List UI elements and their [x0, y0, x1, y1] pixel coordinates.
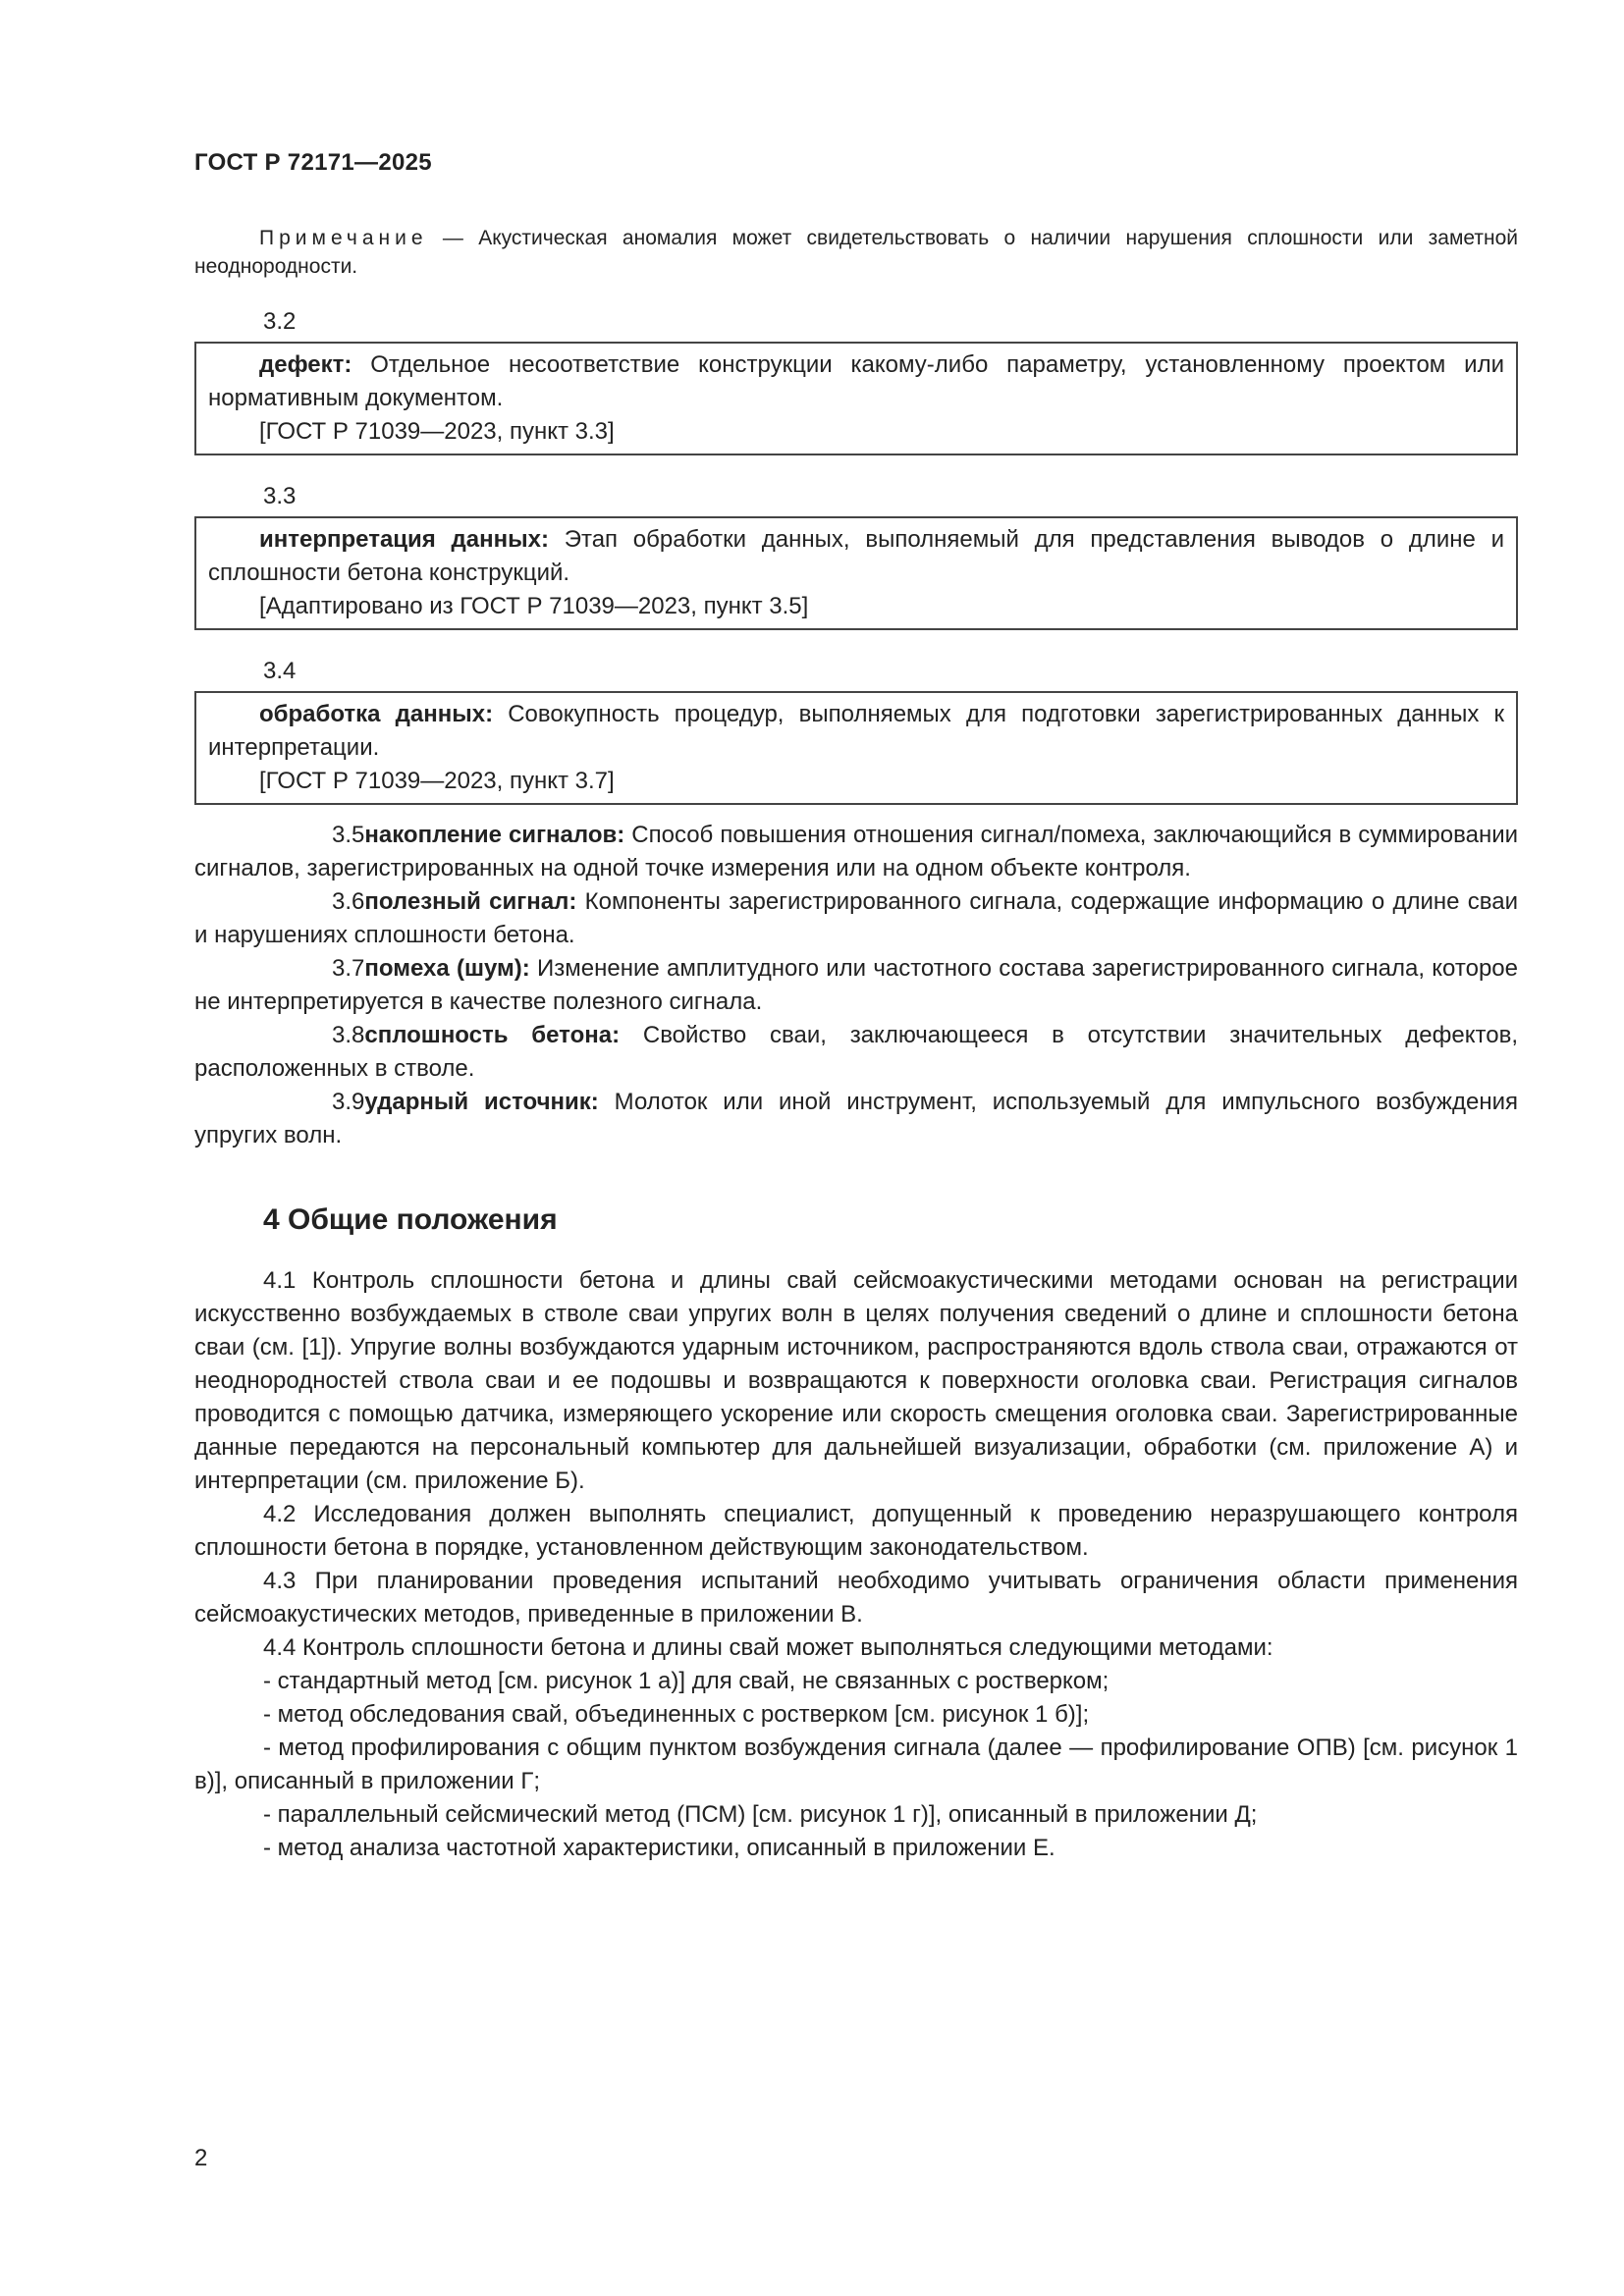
definition-item — [194, 885, 1518, 952]
definition-text: Свойство сваи, заключающееся в отсутствии значительных дефектов, расположенных в стволе. — [194, 1022, 1518, 1082]
term-number: 3.3 — [263, 483, 297, 509]
term-name: дефект: — [259, 351, 352, 378]
definition-number: 3.8 — [332, 1022, 365, 1048]
definition-number: 3.5 — [332, 822, 365, 848]
term-entry — [194, 481, 1518, 630]
section-paragraph: 4.1 Контроль сплошности бетона и длины свай сейсмоакустическими методами основан на регистрации искусственно возбуждаемых в стволе сваи упругих волн в целях получения сведений о длине и сплошности бетона сваи (см. [1]). Упругие волны возбуждаются ударным источником, распространяются вдоль ствола сваи, отражаются от неоднородностей ствола сваи и ее подошвы и возвращаются к поверхности оголовка сваи. Регистрация сигналов проводится с помощью датчика, измеряющего ускорение или скорость смещения оголовка сваи. Зарегистрированные данные передаются на персональный компьютер для дальнейшей визуализации, обработки (см. приложение А) и интерпретации (см. приложение Б). — [194, 1267, 1518, 1494]
definition-text: Способ повышения отношения сигнал/помеха, заключающийся в суммировании сигналов, зарегистрированных на одной точке измерения или на одном объекте контроля. — [194, 822, 1519, 881]
list-item: - метод обследования свай, объединенных с ростверком [см. рисунок 1 б)]; — [263, 1701, 1090, 1728]
definition-term: полезный сигнал: — [364, 888, 577, 915]
term-source: [Адаптировано из ГОСТ Р 71039—2023, пункт 3.5] — [259, 593, 809, 619]
definition-number: 3.7 — [332, 955, 365, 982]
section-paragraph: 4.4 Контроль сплошности бетона и длины свай может выполняться следующими методами: — [263, 1634, 1273, 1661]
term-number: 3.2 — [263, 308, 297, 335]
list-item: - параллельный сейсмический метод (ПСМ) [см. рисунок 1 г)], описанный в приложении Д; — [263, 1801, 1258, 1828]
term-entry — [194, 306, 1518, 455]
definition-term: сплошность бетона: — [364, 1022, 621, 1048]
term-definition: Отдельное несоответствие конструкции какому-либо параметру, установленному проектом или нормативным документом. — [208, 351, 1504, 411]
definition-text: Изменение амплитудного или частотного состава зарегистрированного сигнала, которое не интерпретируется в качестве полезного сигнала. — [194, 955, 1518, 1015]
definitions-list — [194, 819, 1518, 1152]
definition-number: 3.6 — [332, 888, 365, 915]
definition-item — [194, 952, 1518, 1019]
note-paragraph — [194, 224, 1518, 281]
section-paragraph: 4.2 Исследования должен выполнять специалист, допущенный к проведению неразрушающего контроля сплошности бетона в порядке, установленном действующим законодательством. — [194, 1501, 1518, 1561]
term-number: 3.4 — [263, 658, 297, 684]
term-name: обработка данных: — [259, 701, 494, 727]
term-box — [194, 691, 1518, 805]
term-box — [194, 516, 1518, 630]
definition-item — [194, 1019, 1518, 1086]
list-item: - стандартный метод [см. рисунок 1 а)] для свай, не связанных с ростверком; — [263, 1668, 1110, 1694]
term-source: [ГОСТ Р 71039—2023, пункт 3.3] — [259, 418, 615, 445]
section-paragraph: 4.3 При планировании проведения испытаний необходимо учитывать ограничения области применения сейсмоакустических методов, приведенные в приложении В. — [194, 1568, 1518, 1628]
document-code: ГОСТ Р 72171—2025 — [194, 149, 432, 176]
term-box — [194, 342, 1518, 455]
definition-item — [194, 1086, 1518, 1152]
definition-term: накопление сигналов: — [364, 822, 625, 848]
term-definition: Этап обработки данных, выполняемый для представления выводов о длине и сплошности бетона конструкций. — [208, 526, 1505, 586]
term-source: [ГОСТ Р 71039—2023, пункт 3.7] — [259, 768, 615, 794]
note-label: Примечание — [259, 227, 428, 249]
definition-number: 3.9 — [332, 1089, 365, 1115]
section-title: 4 Общие положения — [263, 1203, 558, 1236]
term-entry — [194, 656, 1518, 805]
definition-text: Молоток или иной инструмент, используемый для импульсного возбуждения упругих волн. — [194, 1089, 1518, 1148]
page-number: 2 — [194, 2145, 208, 2171]
note-text: — Акустическая аномалия может свидетельствовать о наличии нарушения сплошности или заметной неоднородности. — [194, 227, 1518, 278]
definition-text: Компоненты зарегистрированного сигнала, содержащие информацию о длине сваи и нарушениях сплошности бетона. — [194, 888, 1518, 948]
page-content — [194, 224, 1518, 1865]
definition-term: помеха (шум): — [364, 955, 530, 982]
methods-list — [194, 1665, 1518, 1865]
list-item: - метод анализа частотной характеристики, описанный в приложении Е. — [263, 1835, 1056, 1861]
term-name: интерпретация данных: — [259, 526, 549, 553]
list-item: - метод профилирования с общим пунктом возбуждения сигнала (далее — профилирование ОПВ) [см. рисунок 1 в)], описанный в приложении Г; — [194, 1735, 1518, 1794]
definition-item — [194, 819, 1518, 885]
term-definition: Совокупность процедур, выполняемых для подготовки зарегистрированных данных к интерпретации. — [208, 701, 1504, 761]
definition-term: ударный источник: — [364, 1089, 599, 1115]
